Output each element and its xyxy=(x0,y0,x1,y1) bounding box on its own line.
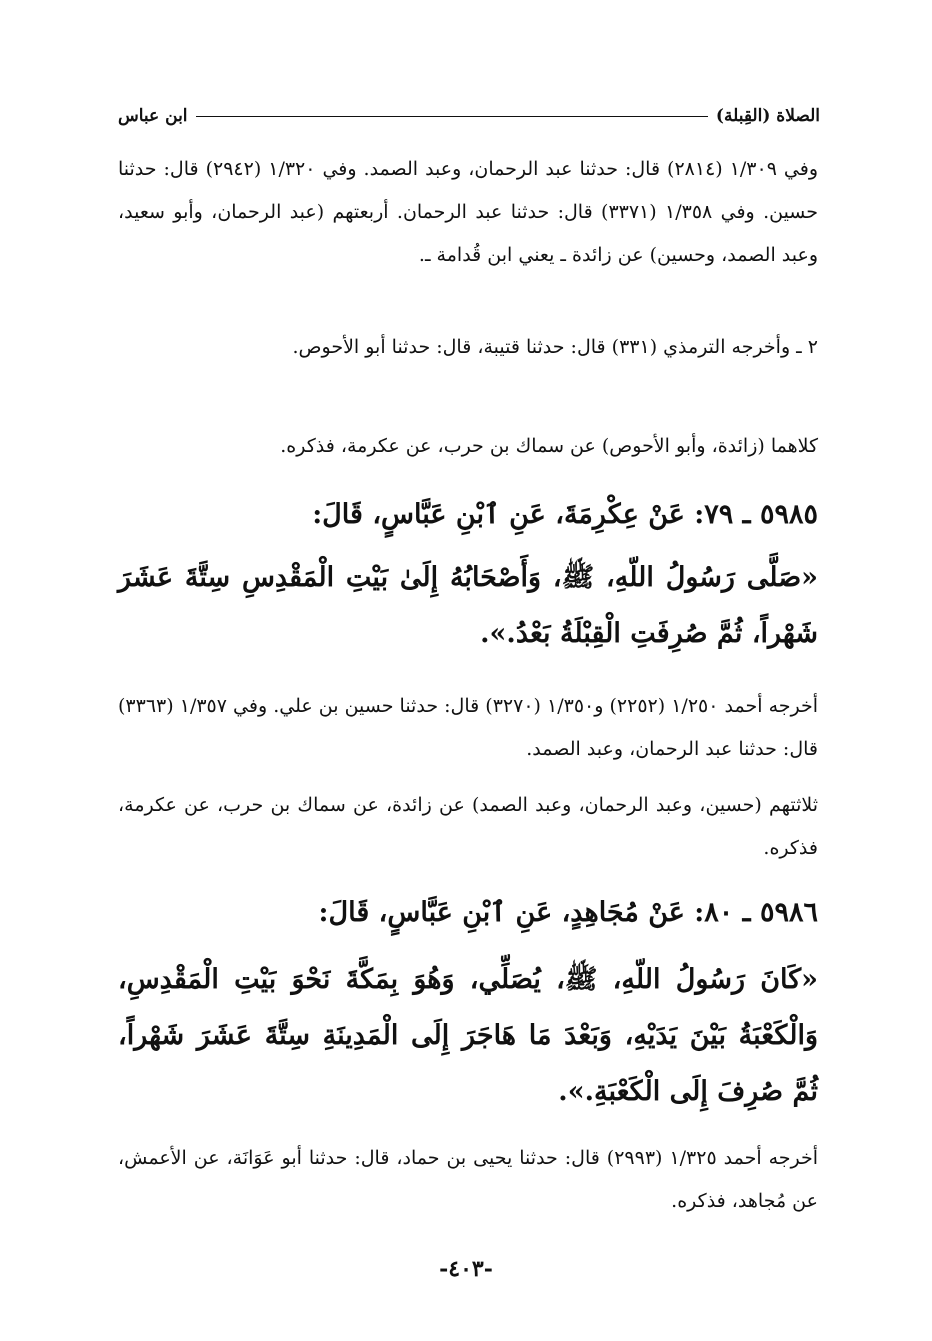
hadith-text: «صَلَّى رَسُولُ اللّهِ، ﷺ، وَأَصْحَابُهُ إِلَىٰ بَيْتِ الْمَقْدِسِ سِتَّةَ عَشَرَ شَهْراً، ثُمَّ صُرِفَتِ الْقِبْلَةُ بَعْدُ.». xyxy=(118,562,818,649)
takhrij-paragraph: ٢ ـ وأخرجه الترمذي (٣٣١) قال: حدثنا قتيبة، قال: حدثنا أبو الأحوص. xyxy=(292,336,818,358)
header-rule xyxy=(196,116,708,117)
hadith-heading: ٥٩٨٥ ـ ٧٩: عَنْ عِكْرِمَةَ، عَنِ ٱبْنِ عَبَّاسٍ، قَالَ: xyxy=(312,499,818,530)
running-header xyxy=(118,100,820,132)
hadith-text: «كَانَ رَسُولُ اللّهِ، ﷺ، يُصَلِّي، وَهُوَ بِمَكَّةَ نَحْوَ بَيْتِ الْمَقْدِسِ، وَالْكَعْبَةُ بَيْنَ يَدَيْهِ، وَبَعْدَ مَا هَاجَرَ إِلَى الْمَدِينَةِ سِتَّةَ عَشَرَ شَهْراً، ثُمَّ صُرِفَ إِلَى الْكَعْبَةِ.». xyxy=(118,964,818,1107)
takhrij-paragraph: وفي ١/٣٠٩ (٢٨١٤) قال: حدثنا عبد الرحمان، وعبد الصمد. وفي ١/٣٢٠ (٢٩٤٢) قال: حدثنا حسين. وفي ١/٣٥٨ (٣٣٧١) قال: حدثنا عبد الرحمان. أربعتهم (عبد الرحمان، وأبو سعيد، وعبد الصمد، وحسين) عن زائدة ـ يعني ابن قُدامة ـ. xyxy=(118,158,819,266)
takhrij-paragraph: ثلاثتهم (حسين، وعبد الرحمان، وعبد الصمد) عن زائدة، عن سماك بن حرب، عن عكرمة، فذكره. xyxy=(118,794,818,859)
hadith-heading: ٥٩٨٦ ـ ٨٠: عَنْ مُجَاهِدٍ، عَنِ ٱبْنِ عَبَّاسٍ، قَالَ: xyxy=(318,897,818,928)
takhrij-paragraph: كلاهما (زائدة، وأبو الأحوص) عن سماك بن حرب، عن عكرمة، فذكره. xyxy=(280,435,818,457)
takhrij-paragraph: أخرجه أحمد ١/٣٢٥ (٢٩٩٣) قال: حدثنا يحيى بن حماد، قال: حدثنا أبو عَوَانَة، عن الأعمش، عن مُجاهد، فذكره. xyxy=(118,1147,819,1212)
chapter-title: الصلاة (القِبلة) xyxy=(715,106,820,126)
page-number: -٤٠٣- xyxy=(439,1256,493,1282)
takhrij-paragraph: أخرجه أحمد ١/٢٥٠ (٢٢٥٢) و١/٣٥٠ (٣٢٧٠) قال: حدثنا حسين بن علي. وفي ١/٣٥٧ (٣٣٦٣) قال: حدثنا عبد الرحمان، وعبد الصمد. xyxy=(118,695,819,760)
companion-name: ابن عباس xyxy=(118,106,188,126)
